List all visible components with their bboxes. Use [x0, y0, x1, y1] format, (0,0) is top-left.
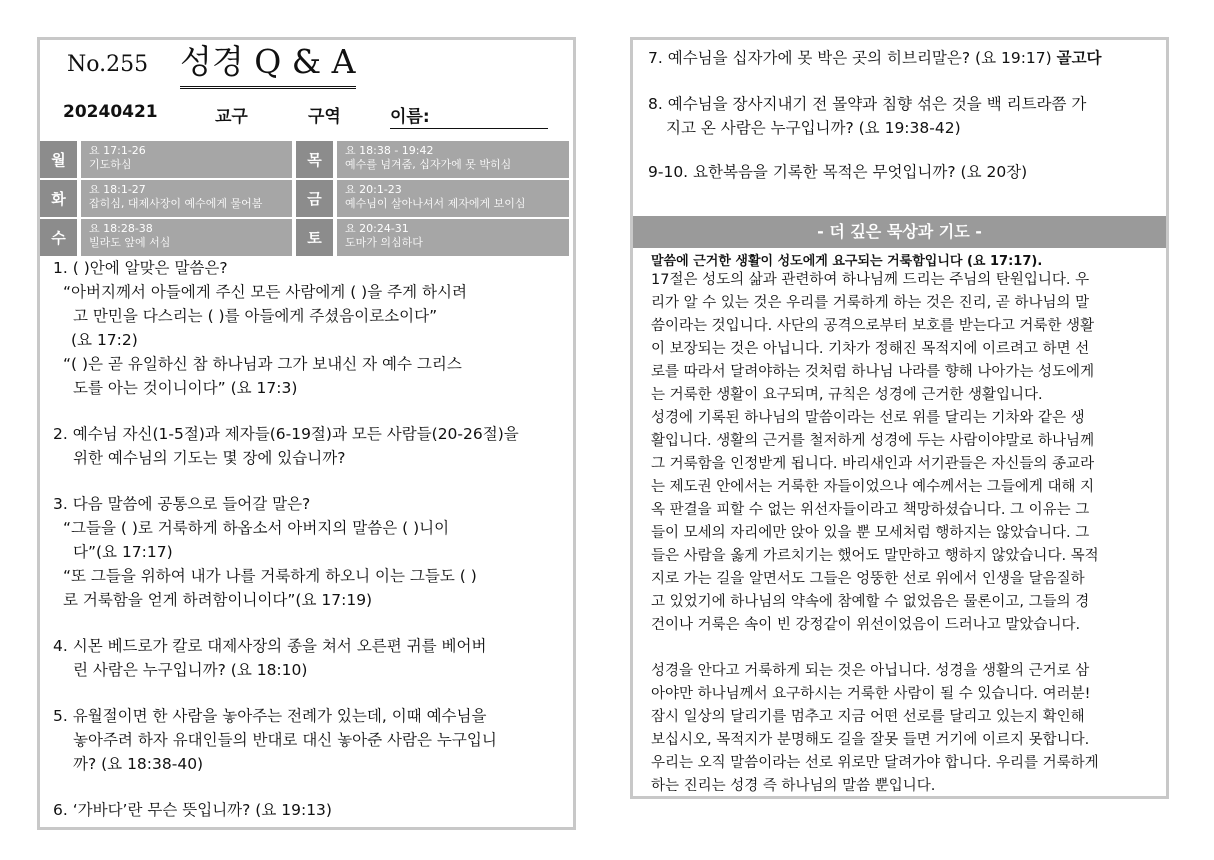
question-line: “( )은 곧 유일하신 참 하나님과 그가 보내신 자 예수 그리스: [63, 355, 462, 373]
question-line: 도를 아는 것이니이다” (요 17:3): [73, 379, 298, 397]
meditation-line: 지로 가는 길을 알면서도 그들은 엉뚱한 선로 위에서 인생을 달음질하: [651, 571, 1085, 587]
question-line: 3. 다음 말씀에 공통으로 들어갈 말은?: [53, 495, 311, 513]
meditation-line: 17절은 성도의 삶과 관련하여 하나님께 드리는 주님의 탄원입니다. 우: [651, 272, 1090, 288]
district-label: 구역: [308, 107, 341, 127]
schedule-day: 수: [40, 219, 77, 256]
schedule-day: 토: [296, 219, 333, 256]
meditation-line: 고 있었기에 하나님의 약속에 참예할 수 없었음은 물론이고, 그들의 경: [651, 594, 1090, 610]
meditation-paragraph: [651, 660, 1156, 798]
meditation-line: 는 제도권 안에서는 거룩한 자들이었으나 예수께서는 그들에게 대해 지: [651, 479, 1095, 495]
question-line: “또 그들을 위하여 내가 나를 거룩하게 하오니 이는 그들도 ( ): [63, 567, 477, 585]
dept-label: 교구: [215, 107, 248, 127]
question-line: 위한 예수님의 기도는 몇 장에 있습니까?: [73, 449, 346, 467]
meditation-paragraph: [651, 269, 1156, 637]
question-3: [53, 492, 571, 612]
meditation-line: 활입니다. 생활의 근거를 철저하게 성경에 두는 사람이야말로 하나님께: [651, 433, 1095, 449]
schedule-ref: 요 18:38 - 19:42: [345, 144, 434, 157]
right-panel: [630, 37, 1169, 799]
meditation-line: 그 거룩함을 인정받게 됩니다. 바리새인과 서기관들은 자신들의 종교라: [651, 456, 1095, 472]
question-line: “아버지께서 아들에게 주신 모든 사람에게 ( )을 주게 하시려: [63, 283, 467, 301]
meditation-line: 들이 모세의 자리에만 앉아 있을 뿐 모세처럼 행하지는 않았습니다. 그: [651, 525, 1090, 541]
question-line: 로 거룩함을 얻게 하려함이니이다”(요 17:19): [63, 591, 373, 609]
question-line: 6. ‘가바다’란 무슨 뜻입니까? (요 19:13): [53, 801, 332, 819]
schedule-day: 목: [296, 141, 333, 178]
meditation-line: 성경에 기록된 하나님의 말씀이라는 선로 위를 달리는 기차와 같은 생: [651, 410, 1085, 426]
schedule-desc: 빌라도 앞에 서심: [89, 236, 171, 249]
meditation-line: 리가 알 수 있는 것은 우리를 거룩하게 하는 것은 진리, 곧 하나님의 말: [651, 295, 1090, 311]
question-line: 놓아주려 하자 유대인들의 반대로 대신 놓아준 사람은 누구입니: [73, 731, 497, 749]
schedule-cell: [81, 141, 292, 178]
meditation-line: 들은 사람을 옳게 가르치기는 했어도 말만하고 행하지 않았습니다. 목적: [651, 548, 1099, 564]
schedule-desc: 예수를 넘겨줌, 십자가에 못 박히심: [345, 158, 512, 171]
question-line: 7. 예수님을 십자가에 못 박은 곳의 히브리말은? (요 19:17): [648, 49, 1057, 67]
name-field-label: 이름:: [390, 102, 548, 129]
question-2: [53, 422, 571, 470]
schedule-day: 금: [296, 180, 333, 217]
schedule-row: [40, 219, 573, 256]
question-line: 지고 온 사람은 누구입니까? (요 19:38-42): [666, 119, 961, 137]
schedule-desc: 도마가 의심하다: [345, 236, 423, 249]
question-line: 1. ( )안에 알맞은 말씀은?: [53, 259, 228, 277]
schedule-ref: 요 18:1-27: [89, 183, 146, 196]
schedule-cell: [337, 180, 569, 217]
paragraph-gap: [651, 637, 1156, 660]
meditation-line: 하는 진리는 성경 즉 하나님의 말씀 뿐입니다.: [651, 778, 936, 794]
schedule-cell: [337, 219, 569, 256]
schedule-ref: 요 18:28-38: [89, 222, 153, 235]
schedule-ref: 요 20:24-31: [345, 222, 409, 235]
schedule-ref: 요 17:1-26: [89, 144, 146, 157]
question-8: [648, 92, 1163, 140]
meditation-line: 성경을 안다고 거룩하게 되는 것은 아닙니다. 성경을 생활의 근거로 삼: [651, 663, 1090, 679]
schedule-cell: [81, 180, 292, 217]
question-7: [648, 46, 1163, 70]
schedule-cell: [81, 219, 292, 256]
schedule-day: 화: [40, 180, 77, 217]
meditation-line: 이 보장되는 것은 아닙니다. 기차가 정해진 목적지에 이르려고 하면 선: [651, 341, 1090, 357]
schedule-row: [40, 141, 573, 178]
question-5: [53, 704, 571, 776]
question-line: 8. 예수님을 장사지내기 전 몰약과 침향 섞은 것을 백 리트라쯤 가: [648, 95, 1087, 113]
question-line: “그들을 ( )로 거룩하게 하옵소서 아버지의 말씀은 ( )니이: [63, 519, 450, 537]
question-list: [53, 256, 571, 844]
question-line: 5. 유월절이면 한 사람을 놓아주는 전례가 있는데, 이때 예수님을: [53, 707, 487, 725]
question-answer: 골고다: [1056, 49, 1102, 67]
meditation-line: 잠시 일상의 달리기를 멈추고 지금 어떤 선로를 달리고 있는지 확인해: [651, 709, 1085, 725]
schedule-ref: 요 20:1-23: [345, 183, 402, 196]
left-panel: [37, 37, 576, 830]
question-line: 9-10. 요한복음을 기록한 목적은 무엇입니까? (요 20장): [648, 163, 1028, 181]
schedule-desc: 기도하심: [89, 158, 132, 171]
meditation-line: 우리는 오직 말씀이라는 선로 위로만 달려가야 합니다. 우리를 거룩하게: [651, 755, 1099, 771]
schedule-cell: [337, 141, 569, 178]
reading-schedule: [40, 141, 573, 258]
page-title: 성경 Q & A: [180, 40, 356, 89]
question-line: 린 사람은 누구입니까? (요 18:10): [73, 661, 308, 679]
meditation-line: 보십시오, 목적지가 분명해도 길을 잘못 들면 거기에 이르지 못합니다.: [651, 732, 1090, 748]
question-line: (요 17:2): [71, 331, 138, 349]
question-line: 다”(요 17:17): [73, 543, 173, 561]
question-line: 4. 시몬 베드로가 칼로 대제사장의 종을 쳐서 오른편 귀를 베어버: [53, 637, 487, 655]
meditation-banner: - 더 깊은 묵상과 기도 -: [633, 216, 1166, 248]
issue-number: No.255: [67, 52, 149, 77]
issue-date: 20240421: [63, 102, 158, 122]
meditation-line: 씀이라는 것입니다. 사단의 공격으로부터 보호를 받는다고 거룩한 생활: [651, 318, 1095, 334]
schedule-desc: 잡히심, 대제사장이 예수에게 물어봄: [89, 197, 263, 210]
question-1: [53, 256, 571, 400]
meditation-line: 는 거룩한 생활이 요구되며, 규칙은 성경에 근거한 생활입니다.: [651, 387, 1043, 403]
schedule-desc: 예수님이 살아나셔서 제자에게 보이심: [345, 197, 526, 210]
question-line: 까? (요 18:38-40): [73, 755, 204, 773]
meditation-line: 로를 따라서 달려야하는 것처럼 하나님 나라를 향해 나아가는 성도에게: [651, 364, 1095, 380]
meditation-body: [651, 269, 1156, 798]
meditation-line: 옥 판결을 피할 수 없는 위선자들이라고 책망하셨습니다. 그 이유는 그: [651, 502, 1090, 518]
question-6: [53, 798, 571, 822]
question-line: 고 만민을 다스리는 ( )를 아들에게 주셨음이로소이다”: [73, 307, 438, 325]
schedule-row: [40, 180, 573, 217]
meditation-title: 말씀에 근거한 생활이 성도에게 요구되는 거룩함입니다 (요 17:17).: [651, 254, 1043, 269]
question-line: 2. 예수님 자신(1-5절)과 제자들(6-19절)과 모든 사람들(20-26절)을: [53, 425, 519, 443]
meditation-line: 아야만 하나님께서 요구하시는 거룩한 사람이 될 수 있습니다. 여러분!: [651, 686, 1091, 702]
question-4: [53, 634, 571, 682]
question-9-10: [648, 160, 1163, 184]
schedule-day: 월: [40, 141, 77, 178]
meditation-line: 건이나 거룩은 속이 빈 강정같이 위선이었음이 드러나고 말았습니다.: [651, 617, 1081, 633]
